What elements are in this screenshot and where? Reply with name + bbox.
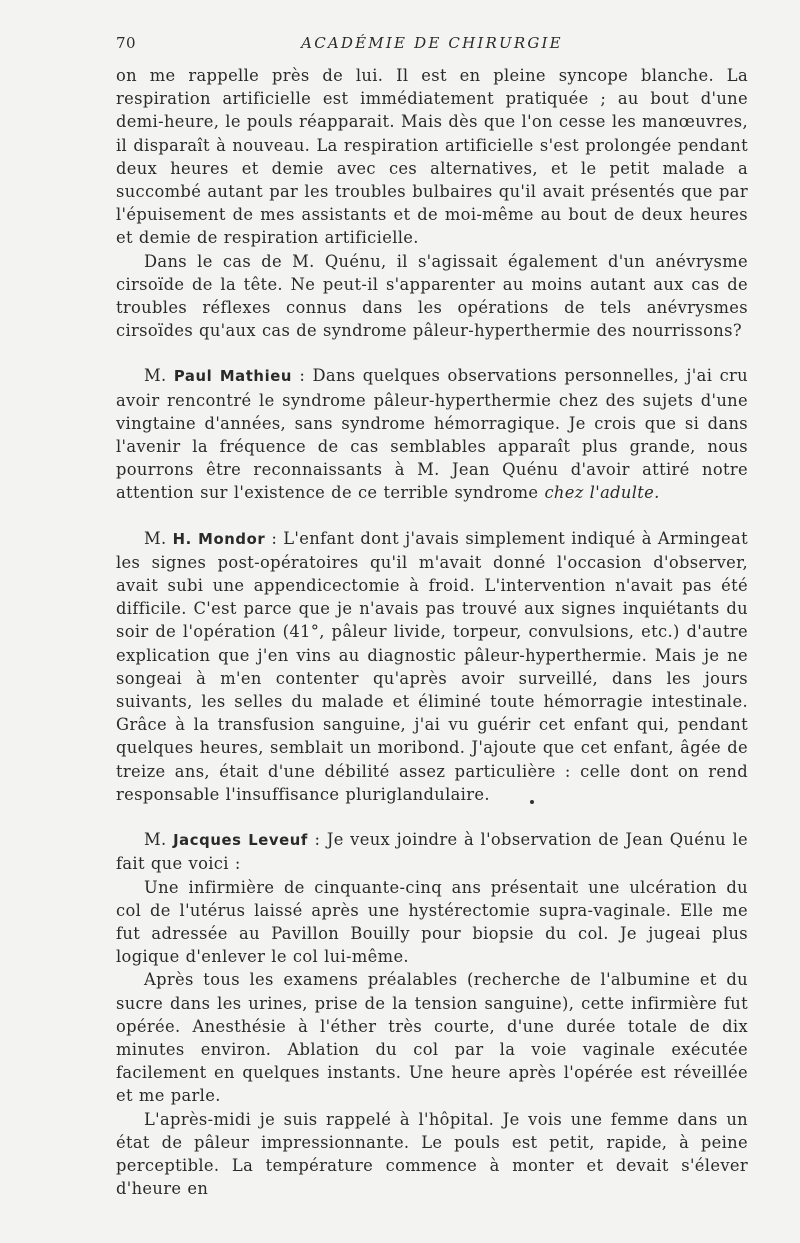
paragraph-text: : Je veux joindre à l'observation de Jean Quénu le fait que voici : xyxy=(116,830,748,874)
paragraph-continuation: on me rappelle près de lui. Il est en pleine syncope blanche. La respiration artificielle est immédiatement pratiquée ; au bout d'une demi-heure, le pouls réapparait. Mais dès que l'on cesse les manœuvres, il disparaît à nouveau. La respiration artificielle s'est prolongée pendant deux heures et demie avec ces alternatives, et le petit malade a succombé autant par les troubles bulbaires qu'il avait présentés que par l'épuisement de mes assistants et de moi-même au bout de deux heures et demie de respiration artificielle. xyxy=(116,66,748,248)
running-title: ACADÉMIE DE CHIRURGIE xyxy=(301,34,563,52)
paragraph-apres-midi: L'après-midi je suis rappelé à l'hôpital. Je vois une femme dans un état de pâleur impressionnante. Le pouls est petit, rapide, à peine perceptible. La température commence à monter et devait s'élever d'heure en xyxy=(116,1109,748,1199)
paragraph-mondor xyxy=(116,527,748,806)
stray-mark xyxy=(530,800,534,804)
page-header xyxy=(116,34,748,58)
italic-phrase: chez l'adulte. xyxy=(544,483,660,503)
paragraph-text: : Dans quelques observations personnelles, j'ai cru avoir rencontré le syndrome pâleur-hyperthermie chez des sujets d'une vingtaine d'années, sans syndrome hémorragique. Je crois que si dans l'avenir la fréquence de cas semblables apparaît plus grande, nous pourrons être reconnaissants à M. Jean Quénu d'avoir attiré notre attention sur l'existence de ce terrible syndrome xyxy=(116,366,749,503)
speaker-name: Paul Mathieu xyxy=(173,368,293,386)
paragraph-examens: Après tous les examens préalables (recherche de l'albumine et du sucre dans les urines, prise de la tension sanguine), cette infirmière fut opérée. Anesthésie à l'éther très courte, d'une durée totale de dix minutes environ. Ablation du col par la voie vaginale exécutée facilement en quelques instants. Une heure après l'opérée est réveillée et me parle. xyxy=(116,970,748,1106)
speaker-name: H. Mondor xyxy=(172,530,266,548)
page-number: 70 xyxy=(116,34,137,52)
body-text xyxy=(116,64,748,1200)
paragraph-infirmiere: Une infirmière de cinquante-cinq ans présentait une ulcération du col de l'utérus laissé après une hystérectomie supra-vaginale. Elle me fut adressée au Pavillon Bouilly pour biopsie du col. Je jugeai plus logique d'enlever le col lui-même. xyxy=(116,877,748,967)
speaker-name: Jacques Leveuf xyxy=(173,832,308,850)
paragraph-quenu-case: Dans le cas de M. Quénu, il s'agissait également d'un anévrysme cirsoïde de la tête. Ne peut-il s'apparenter au moins autant aux cas de troubles réflexes connus dans les opérations de tels anévrysmes cirsoïdes qu'aux cas de syndrome pâleur-hyperthermie des nourrissons? xyxy=(116,251,748,341)
paragraph-leveuf xyxy=(116,828,748,875)
speaker-prefix: M. xyxy=(144,528,173,548)
paragraph-text: : L'enfant dont j'avais simplement indiqué à Armingeat les signes post-opératoires qu'il m'avait donné l'occasion d'observer, avait subi une appendicectomie à froid. L'intervention n'avait pas été difficile. C'est parce que je n'avais pas trouvé aux signes inquiétants du soir de l'opération (41°, pâleur livide, torpeur, convulsions, etc.) d'autre explication que j'en vins au diagnostic pâleur-hyperthermie. Mais je ne songeai à m'en contenter qu'après avoir surveillé, dans les jours suivants, les selles du malade et éliminé toute hémorragie intestinale. Grâce à la transfusion sanguine, j'ai vu guérir cet enfant qui, pendant quelques heures, semblait un moribond. J'ajoute que cet enfant, âgée de treize ans, était d'une débilité assez particulière : celle dont on rend responsable l'insuffisance pluriglandulaire. xyxy=(116,528,748,804)
speaker-prefix: M. xyxy=(144,830,174,850)
speaker-prefix: M. xyxy=(144,366,174,386)
paragraph-mathieu xyxy=(116,364,748,504)
